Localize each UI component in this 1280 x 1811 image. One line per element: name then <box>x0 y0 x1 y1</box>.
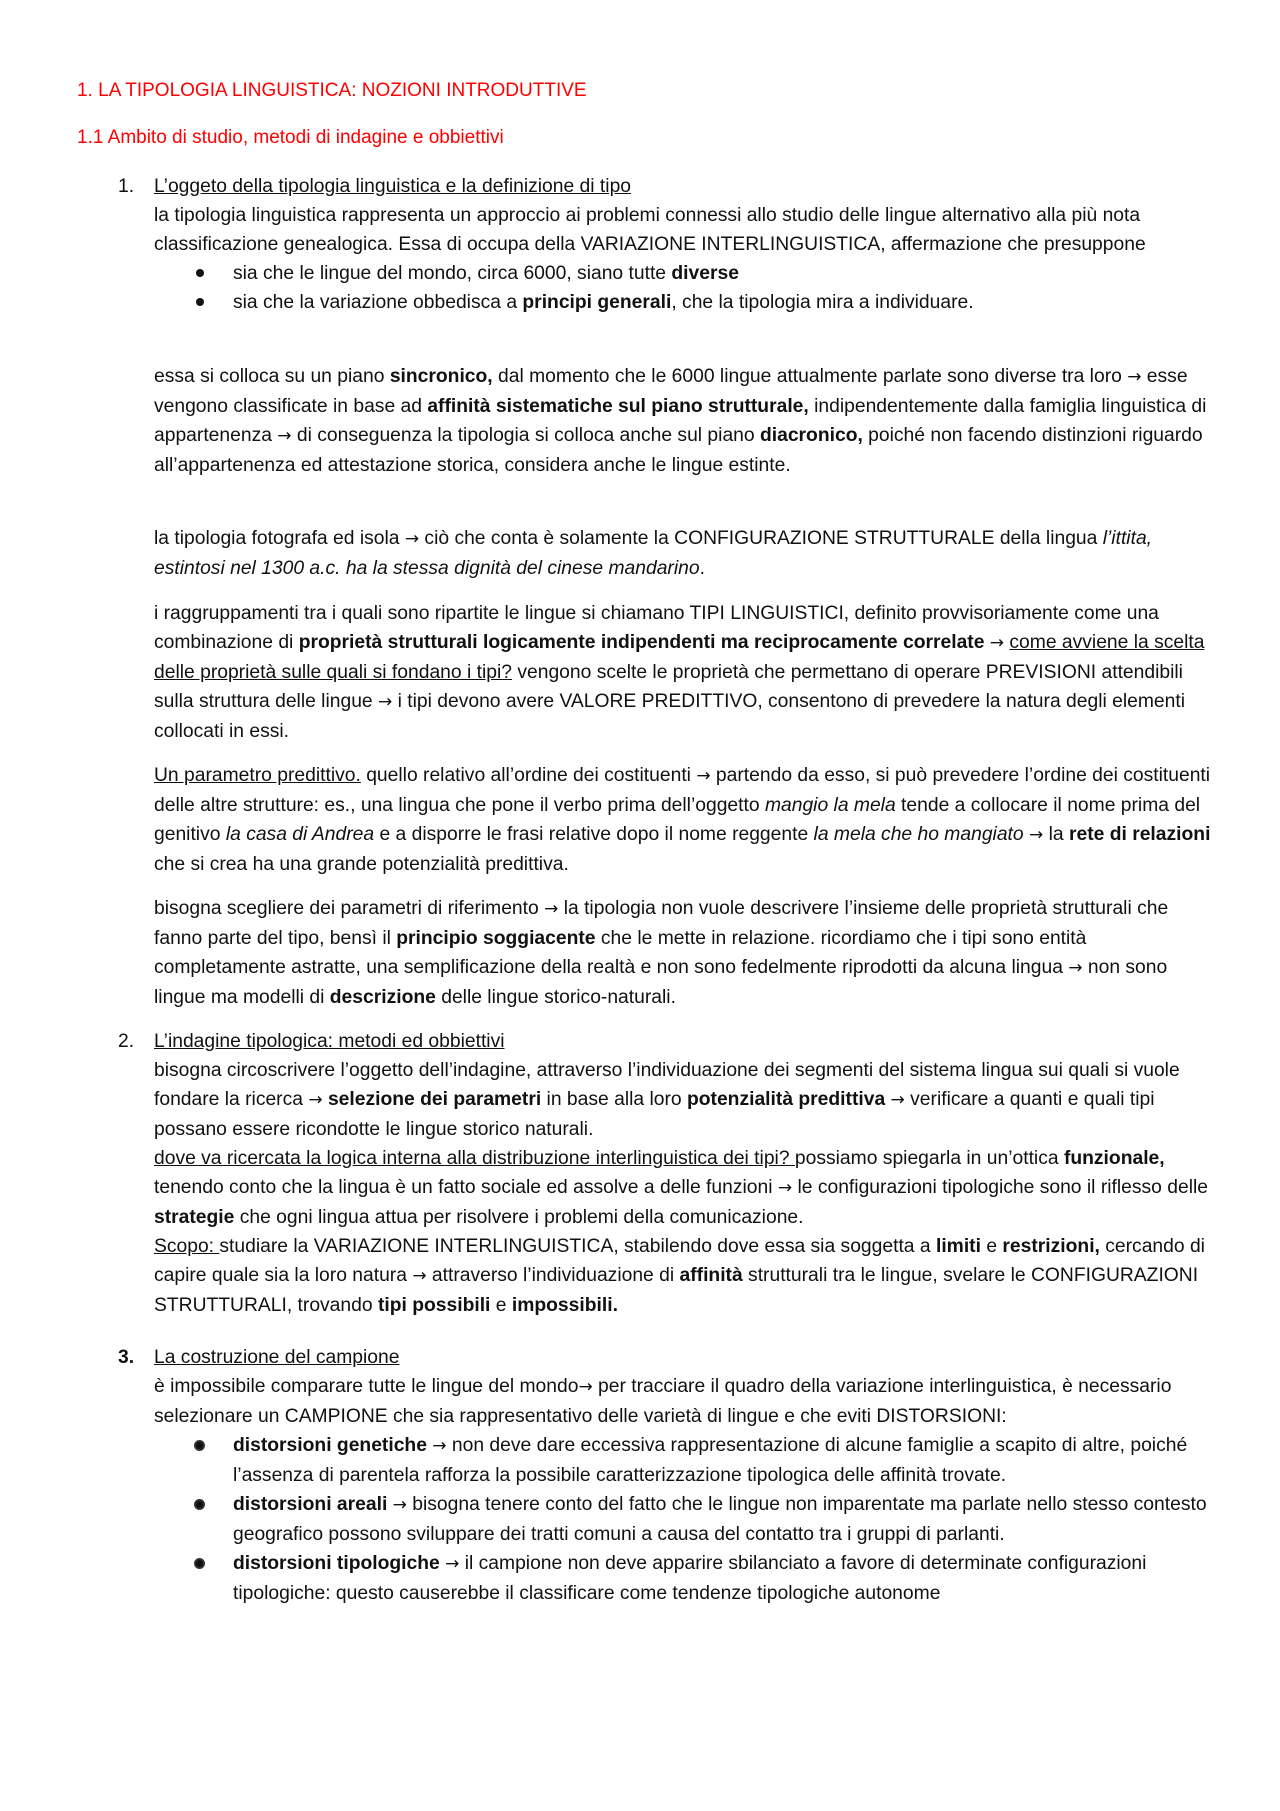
arrow-icon: → <box>412 1266 427 1286</box>
item-title-3: La costruzione del campione <box>154 1347 400 1368</box>
section-3: La costruzione del campione è impossibile comparare tutte le lingue del mondo→ per tracciare il quadro della variazione interlinguistica, è necessario selezionare un CAMPIONE che sia rappresentativo delle varietà di lingue e che eviti DISTORSIONI: distorsioni genetiche → non deve dare eccessiva rappresentazione di alcune famiglie a scapito di altre, poiché l’assenza di parentela rafforza la possibile caratterizzazione tipologica delle affinità trovate. distorsioni areali → bisogna tenere conto del fatto che le lingue non imparentate ma parlate nello stesso contesto geografico possono sviluppare dei tratti comuni a causa del contatto tra i gruppi di parlanti. distorsioni tipologiche → il campione non deve apparire sbilanciato a favore di determinate configurazioni tipologiche: questo causerebbe il classificare come tendenze tipologiche autonome <box>154 1343 1214 1608</box>
item-title-1: L’oggeto della tipologia linguistica e la definizione di tipo <box>154 176 632 197</box>
arrow-icon: → <box>777 1178 793 1198</box>
item-title-2: L’indagine tipologica: metodi ed obbiettivi <box>154 1031 505 1052</box>
list-item: sia che la variazione obbedisca a principi generali, che la tipologia mira a individuare. <box>154 288 1214 317</box>
chapter-heading: 1. LA TIPOLOGIA LINGUISTICA: NOZIONI INTRODUTTIVE <box>77 80 587 101</box>
list-item: distorsioni genetiche → non deve dare eccessiva rappresentazione di alcune famiglie a scapito di altre, poiché l’assenza di parentela rafforza la possibile caratterizzazione tipologica delle affinità trovate. <box>154 1431 1214 1490</box>
arrow-icon: → <box>544 899 559 919</box>
list-item: distorsioni tipologiche → il campione non deve apparire sbilanciato a favore di determinate configurazioni tipologiche: questo causerebbe il classificare come tendenze tipologiche autonome <box>154 1549 1214 1608</box>
section-1-bullet-list <box>154 259 1214 317</box>
arrow-icon: → <box>432 1436 447 1456</box>
arrow-icon: → <box>378 692 393 712</box>
section-3-bullet-list <box>154 1431 1214 1608</box>
section-1-intro: la tipologia linguistica rappresenta un approccio ai problemi connessi allo studio delle lingue alternativo alla più nota classificazione genealogica. Essa di occupa della VARIAZIONE INTERLINGUISTICA, affermazione che presuppone <box>154 205 1146 255</box>
arrow-icon: → <box>696 766 711 786</box>
arrow-icon: → <box>1127 367 1142 387</box>
item-number-2: 2. <box>118 1031 135 1052</box>
bullet-icon <box>196 298 204 306</box>
paragraph-fotografa: la tipologia fotografa ed isola → ciò che conta è solamente la CONFIGURAZIONE STRUTTURALE della lingua l’ittita, estintosi nel 1300 a.c. ha la stessa dignità del cinese mandarino. <box>154 528 1153 579</box>
item-number-1: 1. <box>118 176 135 197</box>
bullet-icon <box>194 1440 205 1451</box>
bullet-icon <box>194 1558 205 1569</box>
list-item: distorsioni areali → bisogna tenere conto del fatto che le lingue non imparentate ma parlate nello stesso contesto geografico possono sviluppare dei tratti comuni a causa del contatto tra i gruppi di parlanti. <box>154 1490 1214 1549</box>
paragraph-tipi-linguistici: i raggruppamenti tra i quali sono ripartite le lingue si chiamano TIPI LINGUISTICI, definito provvisoriamente come una combinazione di proprietà strutturali logicamente indipendenti ma reciprocamente correlate → come avviene la scelta delle proprietà sulle quali si fondano i tipi? vengono scelte le proprietà che permettano di operare PREVISIONI attendibili sulla struttura delle lingue → i tipi devono avere VALORE PREDITTIVO, consentono di prevedere la natura degli elementi collocati in essi. <box>154 603 1205 742</box>
bullet-icon <box>194 1499 205 1510</box>
arrow-icon: → <box>1029 825 1044 845</box>
paragraph-parametro-predittivo: Un parametro predittivo. quello relativo all’ordine dei costituenti → partendo da esso, si può prevedere l’ordine dei costituenti delle altre strutture: es., una lingua che pone il verbo prima dell’oggetto mangio la mela tende a collocare il nome prima del genitivo la casa di Andrea e a disporre le frasi relative dopo il nome reggente la mela che ho mangiato → la rete di relazioni che si crea ha una grande potenzialità predittiva. <box>154 765 1211 875</box>
list-item: sia che le lingue del mondo, circa 6000, siano tutte diverse <box>154 259 1214 288</box>
arrow-icon: → <box>989 633 1005 653</box>
section-1 <box>154 172 1214 317</box>
arrow-icon: → <box>578 1377 593 1397</box>
arrow-icon: → <box>1068 958 1083 978</box>
bullet-icon <box>196 269 204 277</box>
arrow-icon: → <box>308 1090 323 1110</box>
paragraph-sincronico: essa si colloca su un piano sincronico, dal momento che le 6000 lingue attualmente parlate sono diverse tra loro → esse vengono classificate in base ad affinità sistematiche sul piano strutturale, indipendentemente dalla famiglia linguistica di appartenenza → di conseguenza la tipologia si colloca anche sul piano diacronico, poiché non facendo distinzioni riguardo all’appartenenza ed attestazione storica, considera anche le lingue estinte. <box>154 366 1207 476</box>
arrow-icon: → <box>445 1554 460 1574</box>
section-heading: 1.1 Ambito di studio, metodi di indagine e obbiettivi <box>77 127 504 148</box>
arrow-icon: → <box>890 1090 905 1110</box>
arrow-icon: → <box>277 426 292 446</box>
item-number-3: 3. <box>118 1347 135 1368</box>
paragraph-parametri-riferimento: bisogna scegliere dei parametri di riferimento → la tipologia non vuole descrivere l’insieme delle proprietà strutturali che fanno parte del tipo, bensì il principio soggiacente che le mette in relazione. ricordiamo che i tipi sono entità completamente astratte, una semplificazione della realtà e non sono fedelmente riprodotti da alcuna lingua → non sono lingue ma modelli di descrizione delle lingue storico-naturali. <box>154 898 1169 1008</box>
arrow-icon: → <box>392 1495 407 1515</box>
section-2: L’indagine tipologica: metodi ed obbiettivi bisogna circoscrivere l’oggetto dell’indagine, attraverso l’individuazione dei segmenti del sistema lingua sui quali si vuole fondare la ricerca → selezione dei parametri in base alla loro potenzialità predittiva → verificare a quanti e quali tipi possano essere ricondotte le lingue storico naturali. dove va ricercata la logica interna alla distribuzione interlinguistica dei tipi? possiamo spiegarla in un’ottica funzionale, tenendo conto che la lingua è un fatto sociale ed assolve a delle funzioni → le configurazioni tipologiche sono il riflesso delle strategie che ogni lingua attua per risolvere i problemi della comunicazione. Scopo: studiare la VARIAZIONE INTERLINGUISTICA, stabilendo dove essa sia soggetta a limiti e restrizioni, cercando di capire quale sia la loro natura → attraverso l’individuazione di affinità strutturali tra le lingue, svelare le CONFIGURAZIONI STRUTTURALI, trovando tipi possibili e impossibili. <box>154 1031 1208 1316</box>
arrow-icon: → <box>404 529 420 549</box>
